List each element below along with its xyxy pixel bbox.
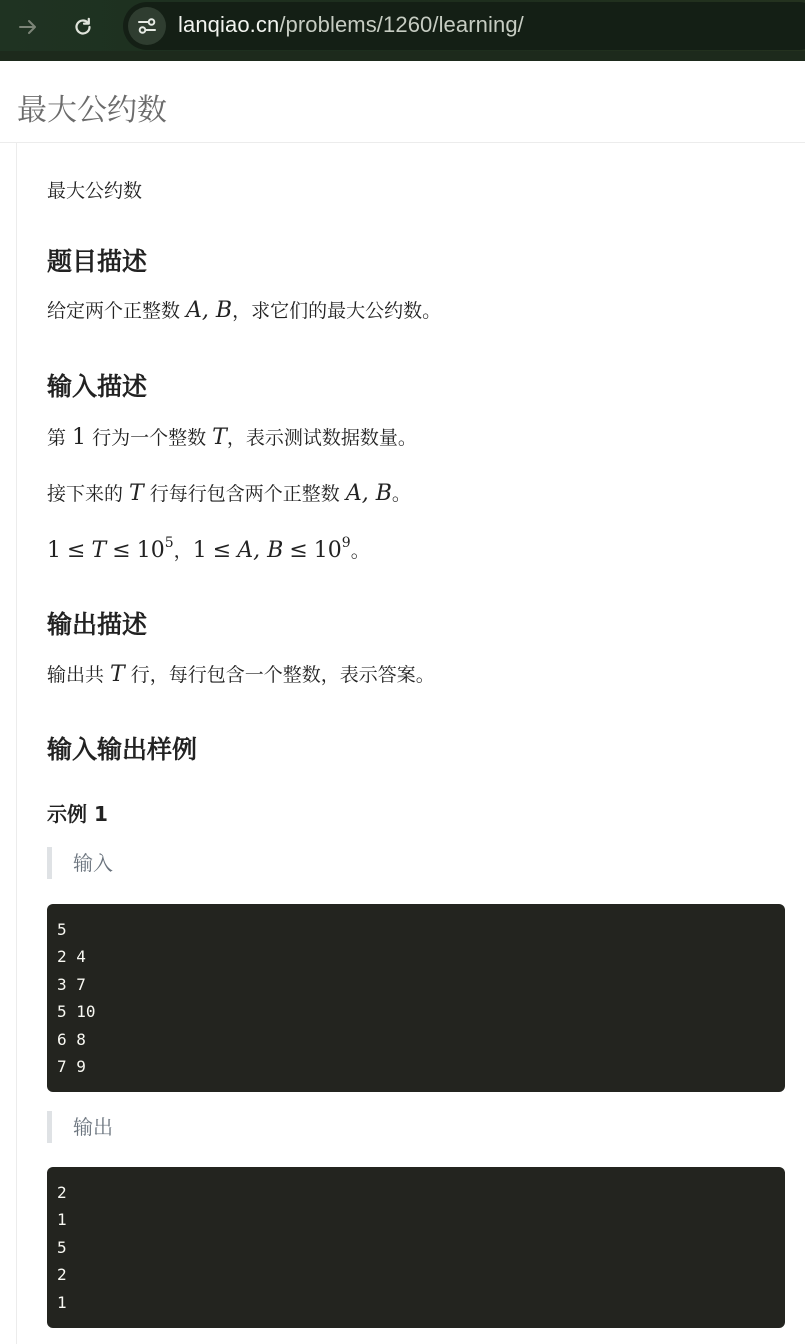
url-text[interactable] (178, 12, 524, 38)
code-line: 2 (57, 1265, 67, 1285)
sample-output-code-block[interactable] (47, 1167, 785, 1328)
sample-input-code-block[interactable] (47, 904, 785, 1092)
code-line: 7 9 (57, 1057, 86, 1077)
input-line2-c: 。 (391, 483, 411, 505)
input-line1-b: 行为一个整数 (86, 427, 213, 449)
toolbar-divider (0, 51, 805, 61)
site-settings-button[interactable] (128, 7, 166, 45)
output-text (47, 660, 435, 687)
input-line1-a: 第 (47, 427, 73, 449)
output-text-a: 输出共 (47, 664, 111, 686)
leq-symbol: ≤ (67, 538, 86, 563)
math-one: 1 (72, 425, 87, 450)
leq-symbol: ≤ (212, 538, 232, 563)
output-text-b: 行，每行包含一个整数，表示答案。 (124, 664, 435, 686)
constraint-sep: ， (173, 540, 193, 562)
leq-symbol: ≤ (289, 538, 308, 563)
constraint-end: 。 (350, 540, 370, 562)
example-heading: 示例 1 (47, 802, 108, 826)
math-T: T (129, 481, 144, 506)
description-text-a: 给定两个正整数 (47, 300, 187, 322)
output-heading: 输出描述 (47, 610, 148, 639)
page-header (0, 61, 805, 143)
reload-button[interactable] (65, 9, 101, 45)
constraints-line (47, 535, 370, 563)
math-T: T (110, 662, 125, 687)
problem-intro: 最大公约数 (47, 180, 143, 202)
forward-button[interactable] (10, 9, 46, 45)
constraint-A-B: A, B (237, 538, 284, 563)
problem-content (16, 143, 805, 1344)
description-text-b: ，求它们的最大公约数。 (232, 300, 442, 322)
code-line: 5 (57, 1237, 67, 1257)
site-settings-icon (136, 15, 158, 37)
code-line: 1 (57, 1210, 67, 1230)
url-host: lanqiao.cn (178, 12, 280, 37)
exponent-9: 9 (341, 535, 351, 551)
constraint-one: 1 (47, 538, 61, 563)
code-line: 2 (57, 1183, 67, 1202)
input-label-quote (47, 847, 113, 879)
exponent-5: 5 (164, 535, 174, 551)
output-label: 输出 (73, 1115, 113, 1139)
input-heading: 输入描述 (47, 372, 148, 401)
code-line: 2 4 (57, 947, 86, 967)
input-line2-a: 接下来的 (47, 483, 130, 505)
forward-arrow-icon (17, 16, 39, 38)
constraint-one: 1 (192, 538, 207, 563)
math-T: T (212, 425, 227, 450)
description-text (47, 296, 441, 323)
constraint-T: T (91, 538, 107, 563)
code-line: 3 7 (57, 974, 86, 994)
input-line-2 (47, 479, 411, 506)
input-line2-b: 行每行包含两个正整数 (143, 483, 346, 505)
input-line-1 (47, 423, 417, 450)
math-A-B: A, B (345, 481, 392, 506)
samples-heading: 输入输出样例 (47, 735, 198, 764)
input-label: 输入 (73, 851, 113, 875)
constraint-base: 10 (136, 538, 165, 563)
input-line1-c: ，表示测试数据数量。 (226, 427, 417, 449)
url-path: /problems/1260/learning/ (279, 12, 524, 37)
leq-symbol: ≤ (112, 538, 131, 563)
math-A-B: A, B (186, 298, 233, 323)
code-line: 6 8 (57, 1029, 86, 1049)
code-line: 1 (57, 1292, 67, 1312)
reload-icon (72, 16, 94, 38)
code-line: 5 (57, 920, 67, 939)
output-label-quote (47, 1111, 113, 1143)
code-line: 5 10 (57, 1002, 96, 1022)
browser-toolbar (0, 0, 805, 61)
description-heading: 题目描述 (47, 247, 148, 276)
page-title: 最大公约数 (17, 93, 167, 128)
constraint-base: 10 (313, 538, 342, 563)
